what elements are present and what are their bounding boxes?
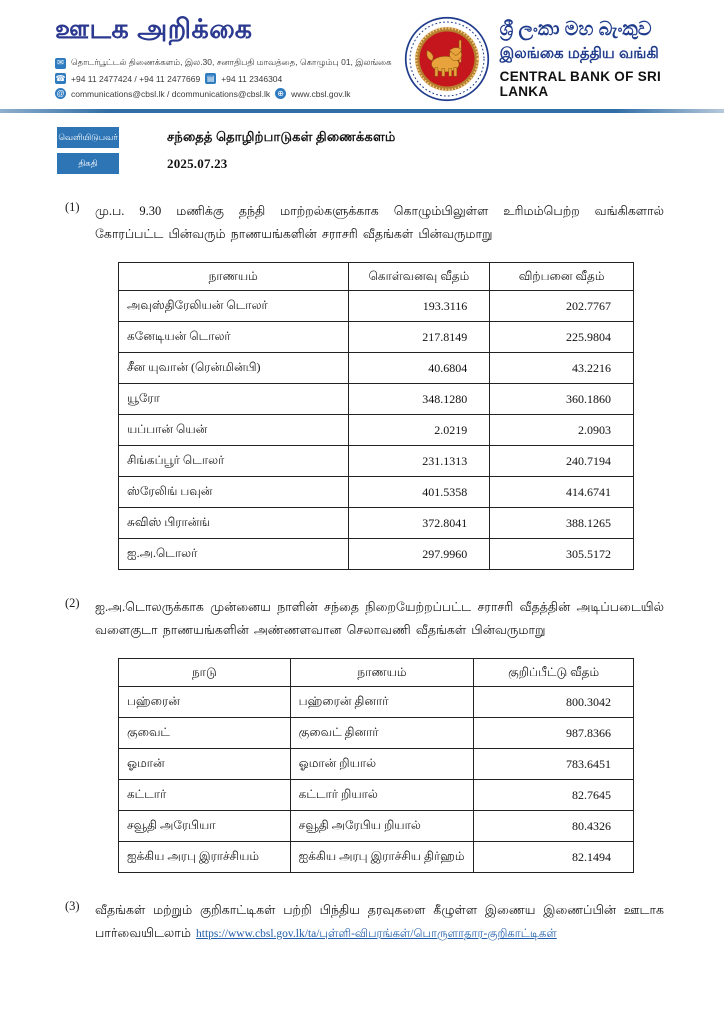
currency-cell: ஸ்ரேலிங் பவுன் <box>119 477 349 508</box>
currency-cell: கட்டார் றியால் <box>290 780 474 811</box>
address-line <box>55 57 404 69</box>
country-cell: சவூதி அரேபியா <box>119 811 291 842</box>
table-row <box>119 291 634 322</box>
section-3 <box>0 899 724 946</box>
col-header-rate: குறிப்பீட்டு வீதம் <box>474 659 634 687</box>
table-row <box>119 718 634 749</box>
buying-cell: 372.8041 <box>348 508 490 539</box>
table-header-row <box>119 263 634 291</box>
cbsl-logo <box>404 16 490 102</box>
selling-cell: 360.1860 <box>490 384 634 415</box>
exchange-rates-table <box>118 262 634 570</box>
website-url: www.cbsl.gov.lk <box>291 88 351 99</box>
table-row <box>119 415 634 446</box>
selling-cell: 388.1265 <box>490 508 634 539</box>
fax-icon: ▤ <box>206 73 215 83</box>
bank-name-tamil: இலங்கை மத்திய வங்கி <box>499 44 659 62</box>
table-row <box>119 322 634 353</box>
issued-by-label: வெளியிடுபவர் <box>57 127 119 148</box>
country-cell: பஹ்ரைன் <box>119 687 291 718</box>
fax-number: +94 11 2346304 <box>221 73 283 84</box>
selling-cell: 225.9804 <box>490 322 634 353</box>
table-row <box>119 446 634 477</box>
rate-cell: 82.7645 <box>474 780 634 811</box>
selling-cell: 202.7767 <box>490 291 634 322</box>
selling-cell: 305.5172 <box>490 539 634 570</box>
col-header-selling: விற்பனை வீதம் <box>490 263 634 291</box>
table-row <box>119 811 634 842</box>
phone-numbers: +94 11 2477424 / +94 11 2477669 <box>71 73 201 84</box>
issued-by-value: சந்தைத் தொழிற்பாடுகள் திணைக்களம் <box>167 129 396 144</box>
date-row <box>57 153 724 174</box>
media-release-title: ஊடக அறிக்கை <box>55 14 253 44</box>
buying-cell: 401.5358 <box>348 477 490 508</box>
selling-cell: 43.2216 <box>490 353 634 384</box>
gulf-rates-table <box>118 658 634 873</box>
col-header-country: நாடு <box>119 659 291 687</box>
envelope-icon: ✉ <box>55 58 66 69</box>
table-row <box>119 842 634 873</box>
section-2 <box>0 596 724 873</box>
section-3-number: (3) <box>65 899 80 913</box>
media-release-block <box>55 14 404 103</box>
section-1-number: (1) <box>65 200 80 214</box>
currency-cell: யூரோ <box>119 384 349 415</box>
table-header-row <box>119 659 634 687</box>
buying-cell: 297.9960 <box>348 539 490 570</box>
col-header-buying: கொள்வனவு வீதம் <box>348 263 490 291</box>
buying-cell: 2.0219 <box>348 415 490 446</box>
buying-cell: 231.1313 <box>348 446 490 477</box>
selling-cell: 2.0903 <box>490 415 634 446</box>
issued-by-row <box>57 127 724 148</box>
meta-block <box>0 113 724 174</box>
phone-line <box>55 73 404 84</box>
email-addresses: communications@cbsl.lk / dcommunications@cbsl.lk <box>71 88 271 99</box>
buying-cell: 217.8149 <box>348 322 490 353</box>
section-2-number: (2) <box>65 596 80 610</box>
currency-cell: சவூதி அரேபிய றியால் <box>290 811 474 842</box>
currency-cell: பஹ்ரைன் தினார் <box>290 687 474 718</box>
bank-identity-block <box>404 14 704 103</box>
col-header-currency: நாணயம் <box>290 659 474 687</box>
section-2-paragraph: ஐ.அ.டொலருக்காக முன்னைய நாளின் சந்தை நிறையேற்றப்பட்ட சராசரி வீதத்தின் அடிப்படையில் வளைகுடா நாணயங்களின் அண்ணளவான செலாவணி வீதங்கள் பின்வருமாறு <box>95 600 664 637</box>
table-row <box>119 539 634 570</box>
table-row <box>119 687 634 718</box>
section-1-paragraph: மு.ப. 9.30 மணிக்கு தந்தி மாற்றல்களுக்காக கொழும்பிலுள்ள உரிமம்பெற்ற வங்கிகளால் கோரப்பட்ட பின்வரும் நாணயங்களின் சராசரி வீதங்கள் பின்வருமாறு <box>95 204 664 241</box>
address-text: தொடர்பூட்டல் திணைக்களம், இல.30, சனாதிபதி மாவத்தை, கொழும்பு 01, இலங்கை <box>71 57 392 67</box>
currency-cell: குவைட் தினார் <box>290 718 474 749</box>
country-cell: ஐக்கிய அரபு இராச்சியம் <box>119 842 291 873</box>
email-line <box>55 88 404 99</box>
currency-cell: யப்பான் யென் <box>119 415 349 446</box>
currency-cell: ஐக்கிய அரபு இராச்சிய திர்ஹம் <box>290 842 474 873</box>
document-header <box>0 0 724 103</box>
section-3-paragraph: வீதங்கள் மற்றும் குறிகாட்டிகள் பற்றி பிந்திய தரவுகளை கீழுள்ள இணைய இணைப்பின் ஊடாக பார்வையிடலாம் <box>95 903 664 940</box>
table-row <box>119 353 634 384</box>
buying-cell: 40.6804 <box>348 353 490 384</box>
selling-cell: 414.6741 <box>490 477 634 508</box>
buying-cell: 193.3116 <box>348 291 490 322</box>
table-row <box>119 749 634 780</box>
rate-cell: 800.3042 <box>474 687 634 718</box>
currency-cell: அவுஸ்திரேலியன் டொலர் <box>119 291 349 322</box>
date-label: திகதி <box>57 153 119 174</box>
currency-cell: கனேடியன் டொலர் <box>119 322 349 353</box>
section-1 <box>0 200 724 570</box>
bank-name-english: CENTRAL BANK OF SRI LANKA <box>499 68 662 99</box>
currency-cell: சிங்கப்பூர் டொலர் <box>119 446 349 477</box>
country-cell: ஓமான் <box>119 749 291 780</box>
currency-cell: சீன யுவான் (ரென்மின்பி) <box>119 353 349 384</box>
table-row <box>119 384 634 415</box>
bank-name-sinhala: ශ්‍රී ලංකා මහ බැංකුව <box>499 18 652 40</box>
currency-cell: ஓமான் றியால் <box>290 749 474 780</box>
col-header-currency: நாணயம் <box>119 263 349 291</box>
rate-cell: 82.1494 <box>474 842 634 873</box>
rate-cell: 783.6451 <box>474 749 634 780</box>
phone-icon: ☎ <box>55 73 66 83</box>
currency-cell: சுவிஸ் பிரான்ங் <box>119 508 349 539</box>
rate-cell: 987.8366 <box>474 718 634 749</box>
date-value: 2025.07.23 <box>167 155 228 171</box>
selling-cell: 240.7194 <box>490 446 634 477</box>
country-cell: கட்டார் <box>119 780 291 811</box>
statistics-link[interactable]: https://www.cbsl.gov.lk/ta/புள்ளி-விபரங்கள்/பொருளாதார-குறிகாட்டிகள் <box>196 928 557 940</box>
rate-cell: 80.4326 <box>474 811 634 842</box>
globe-icon: ⊕ <box>275 88 286 99</box>
currency-cell: ஐ.அ.டொலர் <box>119 539 349 570</box>
table-row <box>119 477 634 508</box>
country-cell: குவைட் <box>119 718 291 749</box>
at-icon: @ <box>56 88 65 98</box>
table-row <box>119 780 634 811</box>
table-row <box>119 508 634 539</box>
buying-cell: 348.1280 <box>348 384 490 415</box>
bank-names <box>500 19 696 99</box>
